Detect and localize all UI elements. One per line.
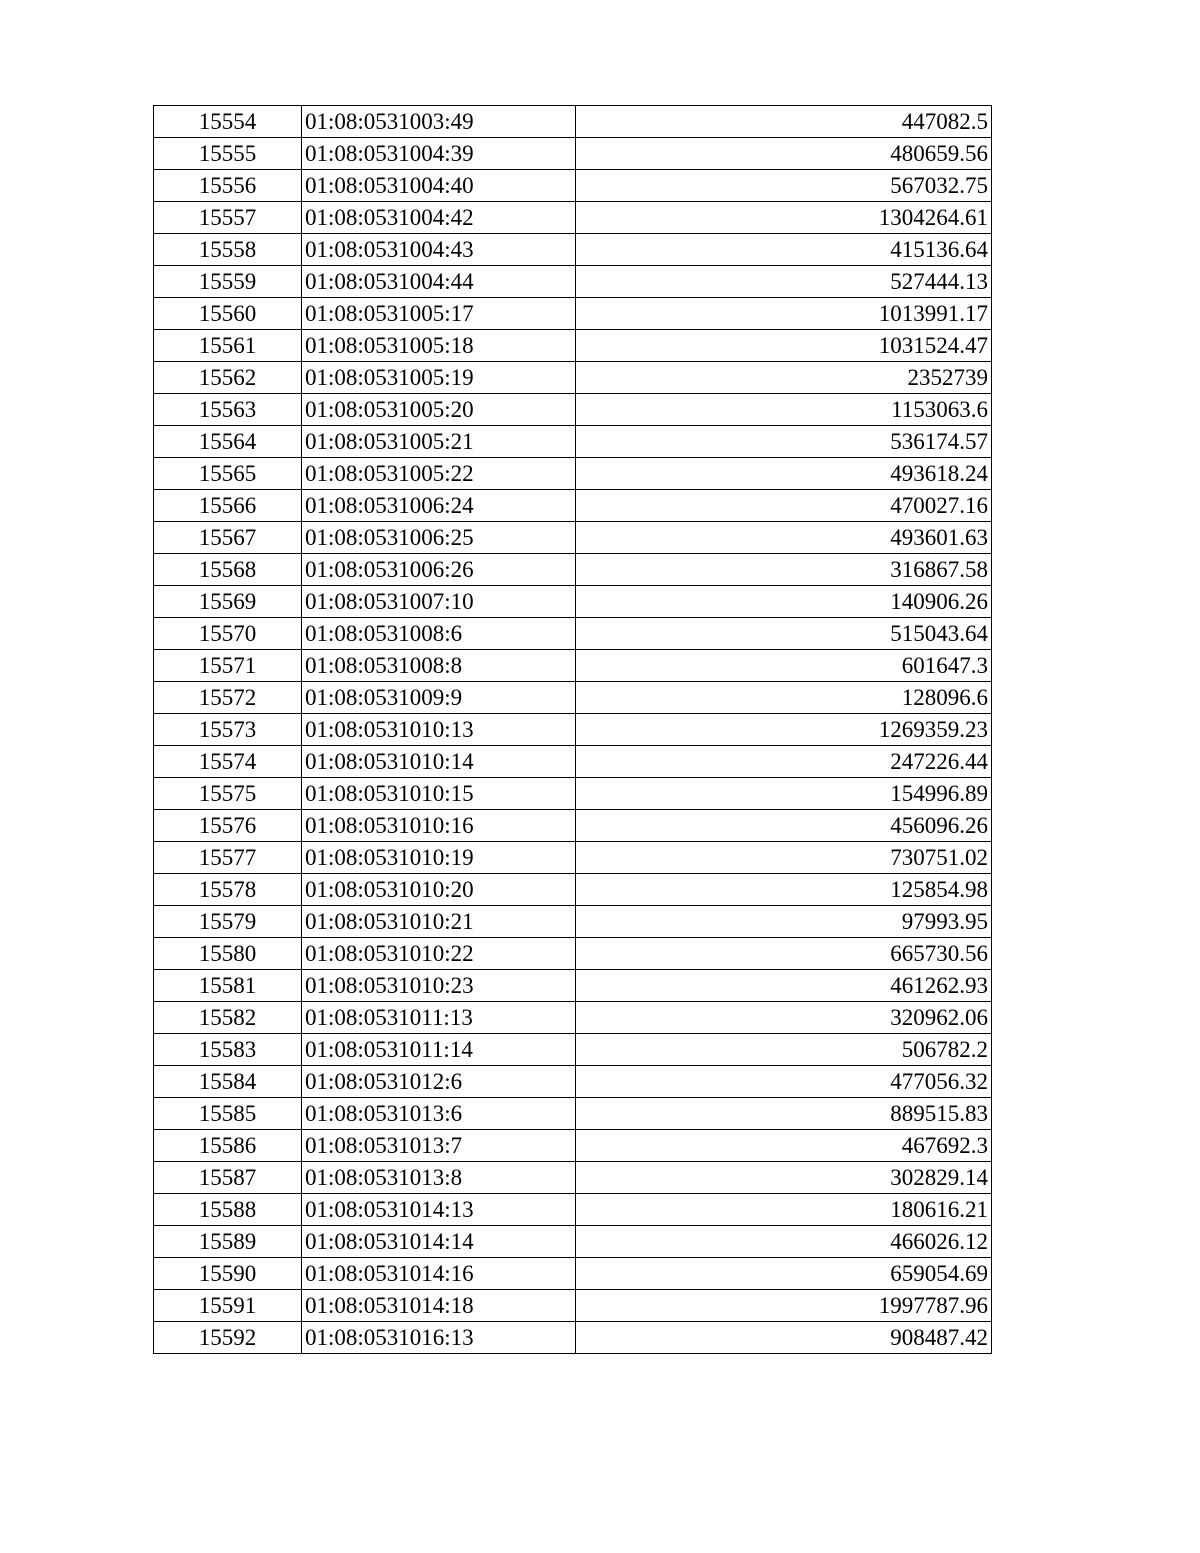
row-number-cell: 15586 xyxy=(154,1130,302,1162)
value-cell: 1997787.96 xyxy=(576,1290,992,1322)
row-number-cell: 15554 xyxy=(154,106,302,138)
row-number-cell: 15573 xyxy=(154,714,302,746)
cadastral-number-cell: 01:08:0531004:40 xyxy=(302,170,576,202)
row-number-cell: 15561 xyxy=(154,330,302,362)
table-row xyxy=(154,906,992,938)
table-row xyxy=(154,170,992,202)
row-number-cell: 15563 xyxy=(154,394,302,426)
table-row xyxy=(154,1194,992,1226)
row-number-cell: 15570 xyxy=(154,618,302,650)
cadastral-number-cell: 01:08:0531010:16 xyxy=(302,810,576,842)
value-cell: 316867.58 xyxy=(576,554,992,586)
table-row xyxy=(154,1258,992,1290)
value-cell: 1031524.47 xyxy=(576,330,992,362)
value-cell: 493601.63 xyxy=(576,522,992,554)
table-row xyxy=(154,458,992,490)
cadastral-number-cell: 01:08:0531007:10 xyxy=(302,586,576,618)
value-cell: 1013991.17 xyxy=(576,298,992,330)
table-row xyxy=(154,618,992,650)
row-number-cell: 15580 xyxy=(154,938,302,970)
value-cell: 536174.57 xyxy=(576,426,992,458)
cadastral-number-cell: 01:08:0531005:22 xyxy=(302,458,576,490)
table-row xyxy=(154,490,992,522)
value-cell: 908487.42 xyxy=(576,1322,992,1354)
table-row xyxy=(154,330,992,362)
table-row xyxy=(154,1290,992,1322)
row-number-cell: 15582 xyxy=(154,1002,302,1034)
row-number-cell: 15588 xyxy=(154,1194,302,1226)
cadastral-number-cell: 01:08:0531011:14 xyxy=(302,1034,576,1066)
row-number-cell: 15577 xyxy=(154,842,302,874)
row-number-cell: 15567 xyxy=(154,522,302,554)
table-row xyxy=(154,874,992,906)
table-row xyxy=(154,842,992,874)
value-cell: 515043.64 xyxy=(576,618,992,650)
value-cell: 470027.16 xyxy=(576,490,992,522)
row-number-cell: 15569 xyxy=(154,586,302,618)
table-row xyxy=(154,810,992,842)
table-row xyxy=(154,746,992,778)
table-row xyxy=(154,202,992,234)
cadastral-number-cell: 01:08:0531005:20 xyxy=(302,394,576,426)
table-row xyxy=(154,522,992,554)
cadastral-number-cell: 01:08:0531008:8 xyxy=(302,650,576,682)
cadastral-number-cell: 01:08:0531010:23 xyxy=(302,970,576,1002)
row-number-cell: 15584 xyxy=(154,1066,302,1098)
table-row xyxy=(154,426,992,458)
table-row xyxy=(154,682,992,714)
cadastral-number-cell: 01:08:0531004:42 xyxy=(302,202,576,234)
cadastral-number-cell: 01:08:0531010:15 xyxy=(302,778,576,810)
value-cell: 567032.75 xyxy=(576,170,992,202)
row-number-cell: 15562 xyxy=(154,362,302,394)
row-number-cell: 15578 xyxy=(154,874,302,906)
table-row xyxy=(154,298,992,330)
value-cell: 889515.83 xyxy=(576,1098,992,1130)
cadastral-number-cell: 01:08:0531010:13 xyxy=(302,714,576,746)
value-cell: 477056.32 xyxy=(576,1066,992,1098)
table-body xyxy=(154,106,992,1354)
table-row xyxy=(154,714,992,746)
table-row xyxy=(154,138,992,170)
value-cell: 493618.24 xyxy=(576,458,992,490)
value-cell: 1304264.61 xyxy=(576,202,992,234)
row-number-cell: 15579 xyxy=(154,906,302,938)
value-cell: 456096.26 xyxy=(576,810,992,842)
row-number-cell: 15585 xyxy=(154,1098,302,1130)
row-number-cell: 15587 xyxy=(154,1162,302,1194)
value-cell: 665730.56 xyxy=(576,938,992,970)
value-cell: 2352739 xyxy=(576,362,992,394)
row-number-cell: 15564 xyxy=(154,426,302,458)
row-number-cell: 15566 xyxy=(154,490,302,522)
value-cell: 1153063.6 xyxy=(576,394,992,426)
table-row xyxy=(154,970,992,1002)
row-number-cell: 15583 xyxy=(154,1034,302,1066)
table-row xyxy=(154,778,992,810)
row-number-cell: 15559 xyxy=(154,266,302,298)
table-row xyxy=(154,234,992,266)
table-row xyxy=(154,1322,992,1354)
row-number-cell: 15574 xyxy=(154,746,302,778)
value-cell: 154996.89 xyxy=(576,778,992,810)
cadastral-number-cell: 01:08:0531005:19 xyxy=(302,362,576,394)
row-number-cell: 15558 xyxy=(154,234,302,266)
row-number-cell: 15560 xyxy=(154,298,302,330)
cadastral-number-cell: 01:08:0531003:49 xyxy=(302,106,576,138)
row-number-cell: 15591 xyxy=(154,1290,302,1322)
value-cell: 125854.98 xyxy=(576,874,992,906)
table-row xyxy=(154,362,992,394)
cadastral-number-cell: 01:08:0531004:43 xyxy=(302,234,576,266)
table-row xyxy=(154,554,992,586)
table-row xyxy=(154,1066,992,1098)
table-row xyxy=(154,266,992,298)
table-row xyxy=(154,1098,992,1130)
table-row xyxy=(154,106,992,138)
cadastral-number-cell: 01:08:0531010:19 xyxy=(302,842,576,874)
cadastral-number-cell: 01:08:0531005:21 xyxy=(302,426,576,458)
cadastral-number-cell: 01:08:0531016:13 xyxy=(302,1322,576,1354)
value-cell: 415136.64 xyxy=(576,234,992,266)
cadastral-number-cell: 01:08:0531008:6 xyxy=(302,618,576,650)
cadastral-number-cell: 01:08:0531006:26 xyxy=(302,554,576,586)
cadastral-number-cell: 01:08:0531009:9 xyxy=(302,682,576,714)
row-number-cell: 15581 xyxy=(154,970,302,1002)
row-number-cell: 15556 xyxy=(154,170,302,202)
value-cell: 302829.14 xyxy=(576,1162,992,1194)
table-row xyxy=(154,586,992,618)
table-row xyxy=(154,1226,992,1258)
cadastral-number-cell: 01:08:0531011:13 xyxy=(302,1002,576,1034)
cadastral-number-cell: 01:08:0531004:39 xyxy=(302,138,576,170)
row-number-cell: 15590 xyxy=(154,1258,302,1290)
value-cell: 466026.12 xyxy=(576,1226,992,1258)
row-number-cell: 15571 xyxy=(154,650,302,682)
row-number-cell: 15565 xyxy=(154,458,302,490)
table-row xyxy=(154,1130,992,1162)
cadastral-number-cell: 01:08:0531014:13 xyxy=(302,1194,576,1226)
cadastral-number-cell: 01:08:0531013:6 xyxy=(302,1098,576,1130)
cadastral-number-cell: 01:08:0531006:25 xyxy=(302,522,576,554)
row-number-cell: 15555 xyxy=(154,138,302,170)
cadastral-number-cell: 01:08:0531014:14 xyxy=(302,1226,576,1258)
cadastral-number-cell: 01:08:0531004:44 xyxy=(302,266,576,298)
row-number-cell: 15568 xyxy=(154,554,302,586)
value-cell: 447082.5 xyxy=(576,106,992,138)
cadastral-number-cell: 01:08:0531013:7 xyxy=(302,1130,576,1162)
value-cell: 97993.95 xyxy=(576,906,992,938)
cadastral-number-cell: 01:08:0531013:8 xyxy=(302,1162,576,1194)
value-cell: 320962.06 xyxy=(576,1002,992,1034)
value-cell: 247226.44 xyxy=(576,746,992,778)
value-cell: 659054.69 xyxy=(576,1258,992,1290)
value-cell: 730751.02 xyxy=(576,842,992,874)
table-row xyxy=(154,1034,992,1066)
cadastral-number-cell: 01:08:0531005:17 xyxy=(302,298,576,330)
value-cell: 601647.3 xyxy=(576,650,992,682)
cadastral-number-cell: 01:08:0531010:21 xyxy=(302,906,576,938)
cadastral-number-cell: 01:08:0531012:6 xyxy=(302,1066,576,1098)
row-number-cell: 15589 xyxy=(154,1226,302,1258)
table-row xyxy=(154,1162,992,1194)
value-cell: 527444.13 xyxy=(576,266,992,298)
cadastral-number-cell: 01:08:0531010:20 xyxy=(302,874,576,906)
table-row xyxy=(154,394,992,426)
value-cell: 180616.21 xyxy=(576,1194,992,1226)
value-cell: 128096.6 xyxy=(576,682,992,714)
cadastral-number-cell: 01:08:0531010:14 xyxy=(302,746,576,778)
row-number-cell: 15592 xyxy=(154,1322,302,1354)
data-table xyxy=(153,105,992,1354)
value-cell: 467692.3 xyxy=(576,1130,992,1162)
value-cell: 140906.26 xyxy=(576,586,992,618)
value-cell: 1269359.23 xyxy=(576,714,992,746)
row-number-cell: 15572 xyxy=(154,682,302,714)
table-row xyxy=(154,650,992,682)
value-cell: 480659.56 xyxy=(576,138,992,170)
value-cell: 506782.2 xyxy=(576,1034,992,1066)
cadastral-number-cell: 01:08:0531006:24 xyxy=(302,490,576,522)
row-number-cell: 15557 xyxy=(154,202,302,234)
table-row xyxy=(154,938,992,970)
row-number-cell: 15576 xyxy=(154,810,302,842)
cadastral-number-cell: 01:08:0531014:16 xyxy=(302,1258,576,1290)
cadastral-number-cell: 01:08:0531010:22 xyxy=(302,938,576,970)
value-cell: 461262.93 xyxy=(576,970,992,1002)
row-number-cell: 15575 xyxy=(154,778,302,810)
table-row xyxy=(154,1002,992,1034)
cadastral-number-cell: 01:08:0531014:18 xyxy=(302,1290,576,1322)
cadastral-number-cell: 01:08:0531005:18 xyxy=(302,330,576,362)
